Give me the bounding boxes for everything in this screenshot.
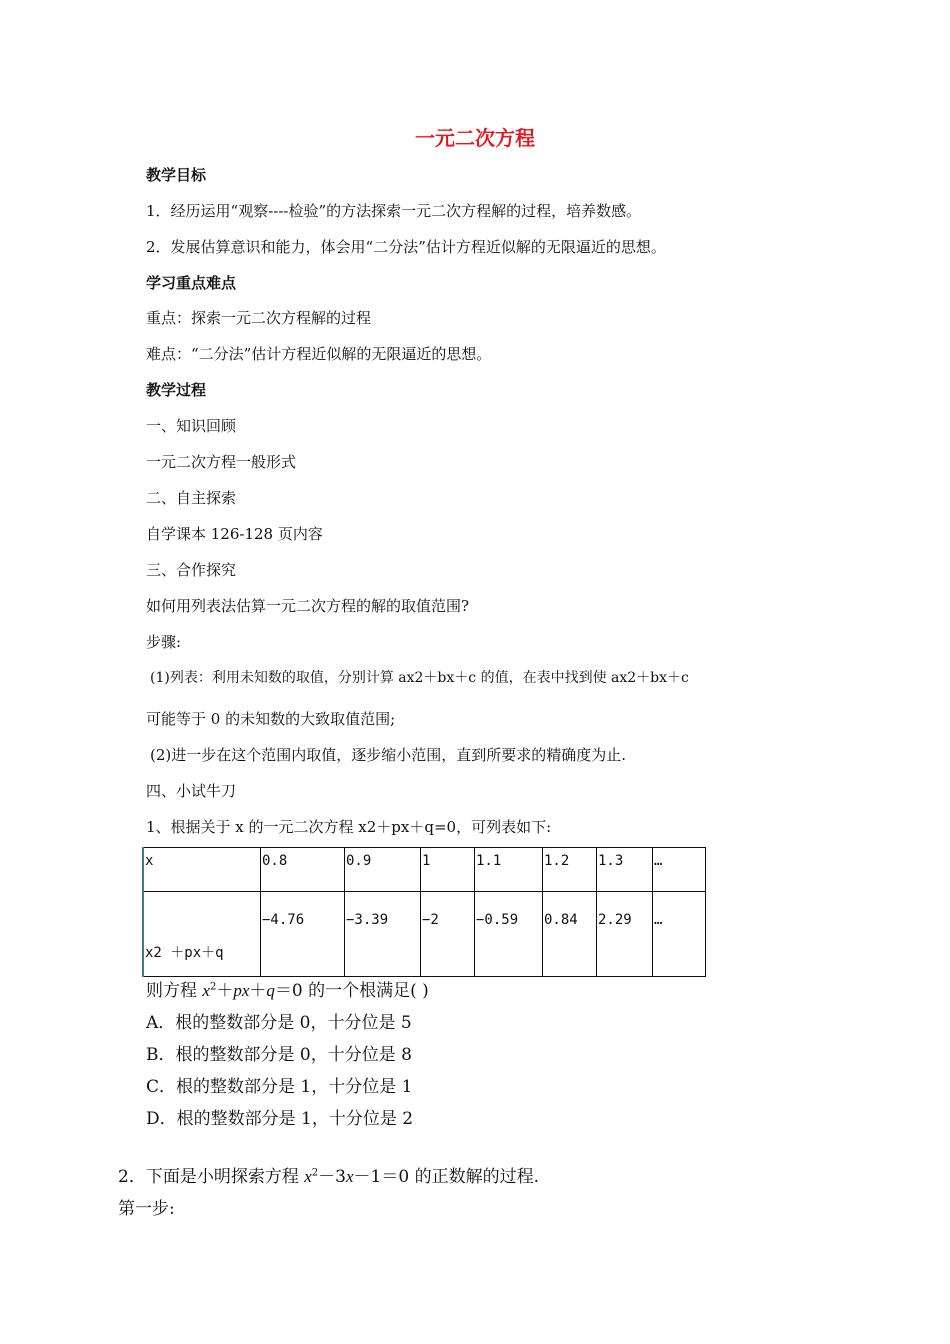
table-cell: … xyxy=(653,892,706,977)
table-cell: x xyxy=(143,848,261,892)
table-cell: 0.9 xyxy=(345,848,421,892)
key-heading: 学习重点难点 xyxy=(146,274,237,292)
table-cell: −0.59 xyxy=(475,892,543,977)
method-1-cont: 可能等于 0 的未知数的大致取值范围; xyxy=(146,710,396,728)
table-cell: 0.8 xyxy=(261,848,345,892)
table-row xyxy=(143,892,706,977)
method-1: (1)列表：利用未知数的取值，分别计算 ax2＋bx＋c 的值，在表中找到使 ax2＋bx＋c xyxy=(150,670,689,686)
goals-heading: 教学目标 xyxy=(146,166,207,184)
table-cell: 2.29 xyxy=(597,892,653,977)
option-c: C．根的整数部分是 1，十分位是 1 xyxy=(146,1077,413,1097)
page-title: 一元二次方程 xyxy=(415,126,535,150)
step2-title: 二、自主探索 xyxy=(146,489,237,507)
table-cell: 1.1 xyxy=(475,848,543,892)
question2-stem: 2．下面是小明探索方程 $x^2-3x-1=0$ 的正数解的过程. xyxy=(118,1167,539,1187)
method-2: (2)进一步在这个范围内取值，逐步缩小范围，直到所要求的精确度为止. xyxy=(150,746,627,764)
difficult-point: 难点：“二分法”估计方程近似解的无限逼近的思想。 xyxy=(146,345,492,363)
step3-question: 如何用列表法估算一元二次方程的解的取值范围? xyxy=(146,597,470,615)
question2-suffix: －1＝0 的正数解的过程. xyxy=(353,1167,539,1187)
question2-prefix: 2．下面是小明探索方程 xyxy=(118,1167,305,1187)
table-row xyxy=(143,848,706,892)
step1-text: 一元二次方程一般形式 xyxy=(146,453,297,471)
goal-1: 1．经历运用“观察----检验”的方法探索一元二次方程解的过程，培养数感。 xyxy=(146,202,642,220)
question1-stem-suffix: ＝0 的一个根满足( ) xyxy=(274,981,429,1001)
question1-intro: 1、根据关于 x 的一元二次方程 x2＋px＋q=0，可列表如下: xyxy=(146,818,552,836)
table-cell: … xyxy=(653,848,706,892)
question2-first-step: 第一步: xyxy=(118,1199,175,1219)
option-d: D．根的整数部分是 1，十分位是 2 xyxy=(146,1109,414,1129)
goal-2: 2．发展估算意识和能力，体会用“二分法”估计方程近似解的无限逼近的思想。 xyxy=(146,238,666,256)
table-cell: −2 xyxy=(421,892,475,977)
table-cell: 1.2 xyxy=(543,848,597,892)
question1-stem: 则方程 $x^2+px+q=0$ 的一个根满足( ) xyxy=(146,981,429,1001)
table-cell: 0.84 xyxy=(543,892,597,977)
question1-stem-prefix: 则方程 xyxy=(146,981,203,1001)
table-cell: −3.39 xyxy=(345,892,421,977)
table-cell: 1.3 xyxy=(597,848,653,892)
step1-title: 一、知识回顾 xyxy=(146,417,237,435)
table-cell: x2 ＋px＋q xyxy=(143,892,261,977)
option-a: A．根的整数部分是 0，十分位是 5 xyxy=(146,1013,412,1033)
table-cell: −4.76 xyxy=(261,892,345,977)
steps-label: 步骤: xyxy=(146,633,182,651)
option-b: B．根的整数部分是 0，十分位是 8 xyxy=(146,1045,412,1065)
table-cell: 1 xyxy=(421,848,475,892)
step2-text: 自学课本 126-128 页内容 xyxy=(146,525,323,543)
key-point: 重点：探索一元二次方程解的过程 xyxy=(146,309,372,327)
process-heading: 教学过程 xyxy=(146,381,207,399)
step3-title: 三、合作探究 xyxy=(146,561,237,579)
value-table xyxy=(142,847,706,977)
step4-title: 四、小试牛刀 xyxy=(146,782,237,800)
